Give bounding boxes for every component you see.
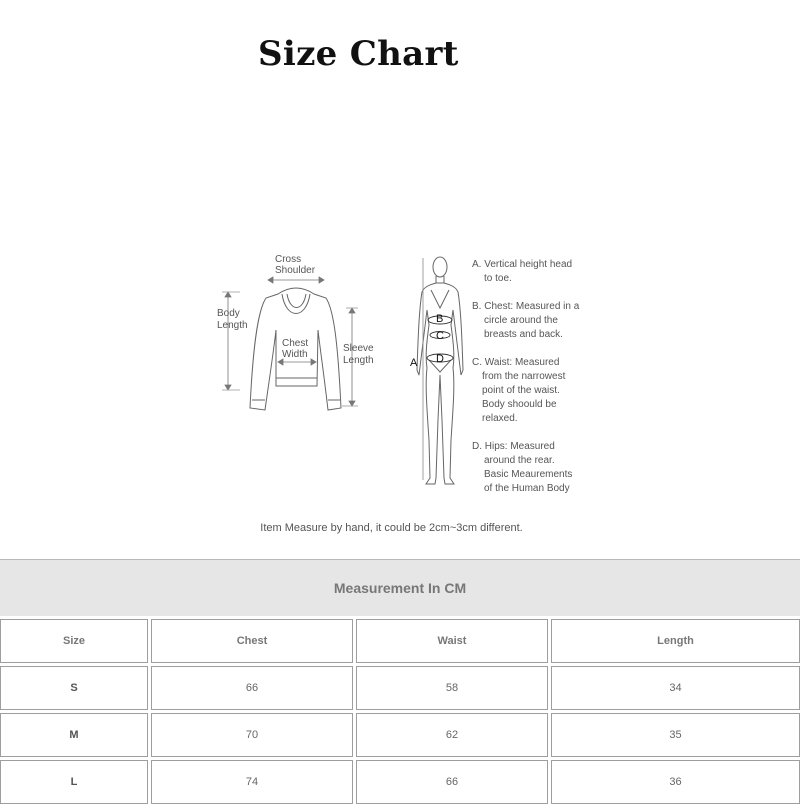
note-d-line: Basic Meaurements (484, 469, 573, 480)
note-b-line: circle around the (484, 315, 558, 326)
cell-length: 36 (551, 760, 800, 804)
table-row (0, 713, 800, 757)
body-letter-d: D (436, 353, 444, 365)
label-chest-width-2: Width (282, 349, 308, 360)
header-size: Size (0, 619, 148, 663)
header-waist: Waist (356, 619, 548, 663)
label-sleeve-length-2: Length (343, 355, 374, 366)
cell-size: S (0, 666, 148, 710)
size-table (0, 556, 800, 807)
note-b-line: B. Chest: Measured in a (472, 301, 580, 312)
cell-chest: 74 (151, 760, 353, 804)
page-title: Size Chart (258, 34, 459, 74)
body-letter-a: A (410, 357, 418, 369)
body-letter-b: B (436, 313, 444, 325)
table-row (0, 666, 800, 710)
body-letter-c: C (436, 330, 444, 342)
label-body-length-2: Length (217, 320, 248, 331)
label-chest-width-1: Chest (282, 338, 309, 349)
label-cross-shoulder-1: Cross (275, 254, 302, 265)
label-sleeve-length-1: Sleeve (343, 343, 374, 354)
garment-diagram (210, 250, 390, 420)
label-cross-shoulder-2: Shoulder (275, 265, 316, 276)
note-d-line: of the Human Body (484, 483, 570, 494)
cell-waist: 58 (356, 666, 548, 710)
note-c-line: relaxed. (482, 413, 518, 424)
note-d-line: around the rear. (484, 455, 555, 466)
human-body-icon (417, 257, 463, 484)
label-body-length-1: Body (217, 308, 240, 319)
header-chest: Chest (151, 619, 353, 663)
header-length: Length (551, 619, 800, 663)
note-b (472, 300, 579, 342)
cell-chest: 66 (151, 666, 353, 710)
cell-size: M (0, 713, 148, 757)
cell-length: 35 (551, 713, 800, 757)
cell-waist: 62 (356, 713, 548, 757)
note-a-line: A. Vertical height head (472, 259, 573, 270)
table-caption-row (0, 559, 800, 616)
cell-length: 34 (551, 666, 800, 710)
measure-note: Item Measure by hand, it could be 2cm~3cm different. (260, 522, 523, 534)
note-c-line: C. Waist: Measured (472, 357, 560, 368)
note-b-line: breasts and back. (484, 329, 563, 340)
note-c-line: Body shoould be (482, 399, 557, 410)
note-c (472, 356, 565, 426)
note-d (472, 440, 572, 496)
note-c-line: from the narrowest (482, 371, 566, 382)
cell-size: L (0, 760, 148, 804)
table-row (0, 760, 800, 804)
note-a (472, 258, 572, 286)
cell-chest: 70 (151, 713, 353, 757)
table-header-row (0, 619, 800, 663)
note-c-line: point of the waist. (482, 385, 560, 396)
body-figure-diagram (405, 250, 475, 500)
note-d-line: D. Hips: Measured (472, 441, 555, 452)
table-caption: Measurement In CM (0, 559, 800, 616)
note-a-line: to toe. (484, 273, 512, 284)
cell-waist: 66 (356, 760, 548, 804)
